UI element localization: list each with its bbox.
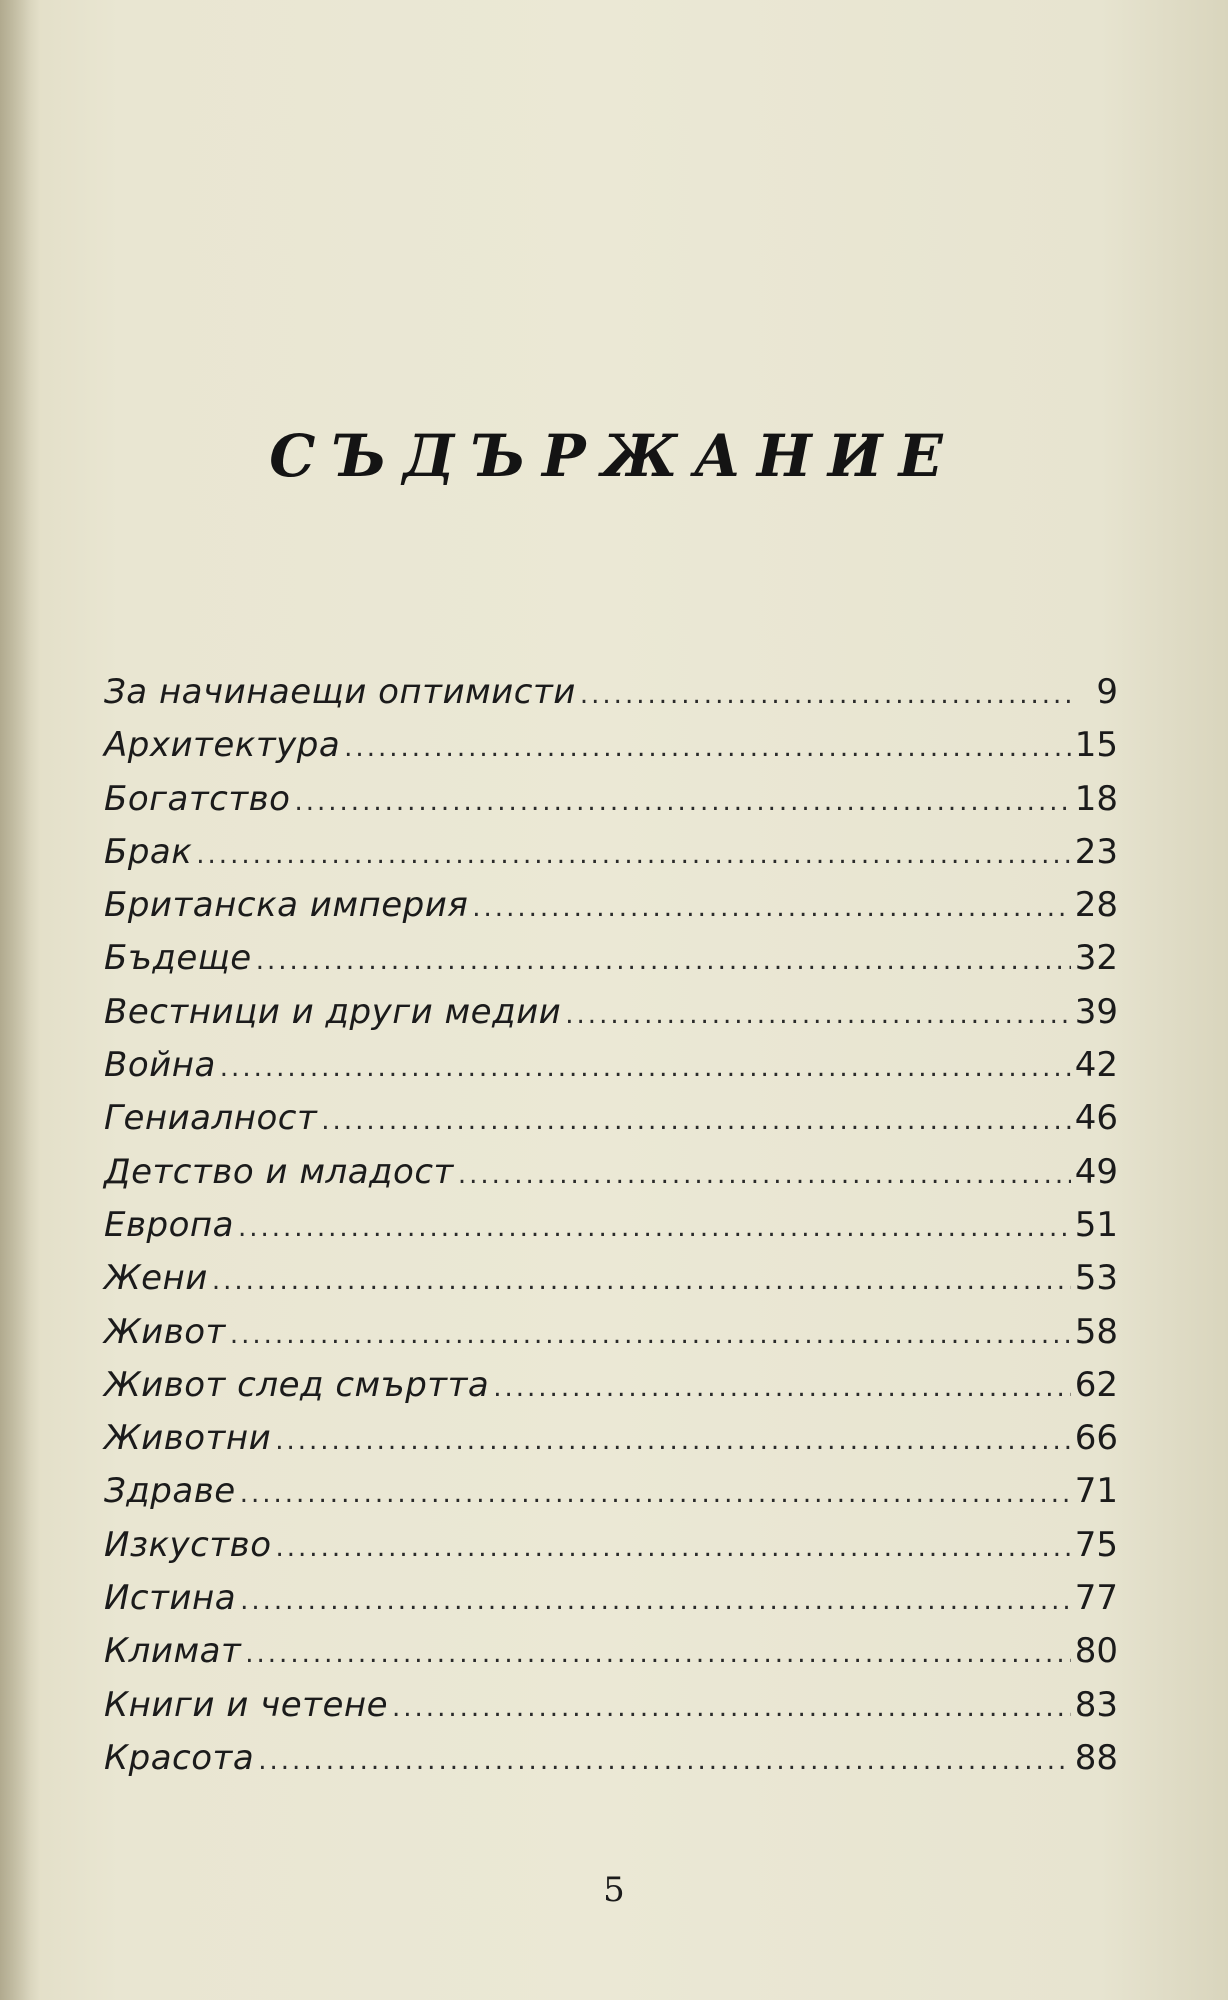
toc-entry-title: Вестници и други медии xyxy=(104,991,562,1032)
toc-entry-page: 66 xyxy=(1074,1418,1118,1459)
page-number: 5 xyxy=(603,1870,625,1910)
toc-entry xyxy=(104,938,1118,991)
toc-entry xyxy=(104,885,1118,938)
toc-entry xyxy=(104,725,1118,778)
toc-entry-title: Здраве xyxy=(104,1471,236,1512)
dot-leader xyxy=(392,1693,1071,1723)
toc-entry xyxy=(104,1738,1118,1791)
toc-entry-title: Британска империя xyxy=(104,885,469,926)
toc-entry-title: Жени xyxy=(104,1258,208,1299)
toc-entry-page: 15 xyxy=(1074,725,1118,766)
toc-entry-title: Книги и четене xyxy=(104,1684,389,1725)
toc-entry-title: Истина xyxy=(104,1578,237,1619)
toc-entry xyxy=(104,1152,1118,1205)
toc-entry xyxy=(104,1631,1118,1684)
table-of-contents xyxy=(104,672,1118,1791)
toc-entry-page: 77 xyxy=(1074,1578,1118,1619)
toc-entry-page: 80 xyxy=(1074,1631,1118,1672)
toc-entry-page: 18 xyxy=(1074,778,1118,819)
toc-entry-title: Изкуство xyxy=(104,1524,272,1565)
toc-entry-page: 42 xyxy=(1074,1045,1118,1086)
dot-leader xyxy=(238,1213,1071,1243)
toc-entry xyxy=(104,1045,1118,1098)
page-title: СЪДЪРЖАНИЕ xyxy=(269,422,959,490)
toc-entry-title: За начинаещи оптимисти xyxy=(104,672,576,712)
toc-entry-page: 58 xyxy=(1074,1311,1118,1352)
toc-entry xyxy=(104,779,1118,832)
toc-entry-title: Европа xyxy=(104,1204,234,1245)
toc-entry xyxy=(104,1578,1118,1631)
dot-leader xyxy=(240,1586,1071,1616)
dot-leader xyxy=(565,1000,1070,1030)
dot-leader xyxy=(458,1160,1071,1190)
toc-entry-page: 62 xyxy=(1074,1364,1118,1405)
spine-shadow xyxy=(0,0,40,2000)
toc-entry-title: Красота xyxy=(104,1737,255,1778)
toc-entry-title: Бъдеще xyxy=(104,938,252,979)
toc-entry xyxy=(104,1685,1118,1738)
dot-leader xyxy=(258,1746,1071,1776)
toc-entry xyxy=(104,1312,1118,1365)
dot-leader xyxy=(580,680,1074,710)
toc-entry xyxy=(104,1471,1118,1524)
toc-entry xyxy=(104,1205,1118,1258)
toc-entry-page: 88 xyxy=(1074,1737,1118,1778)
toc-entry xyxy=(104,832,1118,885)
dot-leader xyxy=(493,1373,1071,1403)
toc-entry-title: Брак xyxy=(104,831,193,872)
toc-entry-title: Живот след смъртта xyxy=(104,1364,490,1405)
dot-leader xyxy=(212,1266,1071,1296)
dot-leader xyxy=(240,1479,1071,1509)
toc-entry-page: 71 xyxy=(1074,1471,1118,1512)
dot-leader xyxy=(256,946,1071,976)
dot-leader xyxy=(294,787,1070,817)
toc-entry-page: 46 xyxy=(1074,1098,1118,1139)
dot-leader xyxy=(196,840,1070,870)
dot-leader xyxy=(230,1320,1071,1350)
dot-leader xyxy=(276,1533,1071,1563)
toc-entry-title: Детство и младост xyxy=(104,1151,454,1192)
toc-entry xyxy=(104,992,1118,1045)
toc-entry-page: 75 xyxy=(1074,1524,1118,1565)
toc-entry-page: 53 xyxy=(1074,1258,1118,1299)
dot-leader xyxy=(220,1053,1071,1083)
toc-entry-page: 9 xyxy=(1096,672,1118,712)
toc-entry-page: 83 xyxy=(1074,1684,1118,1725)
toc-entry xyxy=(104,1365,1118,1418)
toc-entry xyxy=(104,1258,1118,1311)
toc-entry xyxy=(104,672,1118,725)
dot-leader xyxy=(472,893,1070,923)
toc-entry-title: Архитектура xyxy=(104,725,341,766)
toc-entry-page: 51 xyxy=(1074,1204,1118,1245)
toc-entry-page: 39 xyxy=(1074,991,1118,1032)
dot-leader xyxy=(344,733,1071,763)
dot-leader xyxy=(275,1426,1071,1456)
toc-entry-page: 23 xyxy=(1074,831,1118,872)
toc-entry-page: 32 xyxy=(1074,938,1118,979)
toc-entry-title: Климат xyxy=(104,1631,242,1672)
dot-leader xyxy=(245,1639,1070,1669)
toc-entry-title: Война xyxy=(104,1045,216,1086)
toc-entry-page: 28 xyxy=(1074,885,1118,926)
toc-entry-page: 49 xyxy=(1074,1151,1118,1192)
toc-entry-title: Животни xyxy=(104,1418,272,1459)
dot-leader xyxy=(321,1106,1070,1136)
toc-entry-title: Живот xyxy=(104,1311,226,1352)
toc-entry-title: Богатство xyxy=(104,778,291,819)
toc-entry xyxy=(104,1098,1118,1151)
toc-entry-title: Гениалност xyxy=(104,1098,318,1139)
toc-entry xyxy=(104,1418,1118,1471)
toc-entry xyxy=(104,1525,1118,1578)
